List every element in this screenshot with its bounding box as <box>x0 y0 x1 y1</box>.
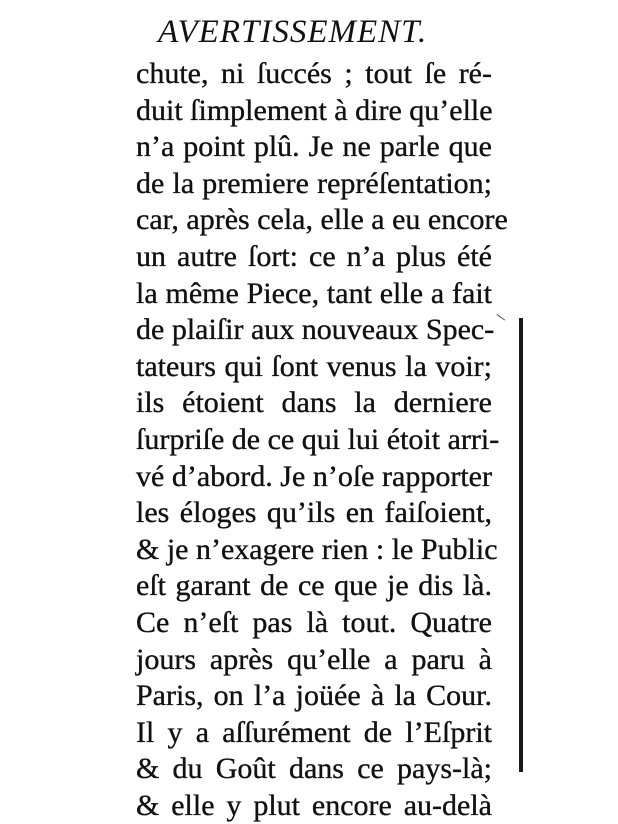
text-line: Il y a aſſurément de l’Eſprit <box>136 715 492 749</box>
text-line: car, après cela, elle a eu encore <box>136 203 508 237</box>
margin-stroke <box>496 314 505 321</box>
text-line: vé d’abord. Je n’oſe rapporter <box>136 459 492 493</box>
text-line: n’a point plû. Je ne parle que <box>136 130 492 164</box>
text-line: de plaiſir aux nouveaux Spec- <box>136 313 495 347</box>
text-line: jours après qu’elle a paru à <box>136 642 492 676</box>
text-line: & je n’exagere rien : le Public <box>136 532 498 566</box>
page-edge-shadow <box>519 318 523 772</box>
text-line: tateurs qui ſont venus la voir; <box>136 349 492 383</box>
body-text <box>136 56 508 824</box>
text-line: la même Piece, tant elle a fait <box>136 276 492 310</box>
text-line: Paris, on l’a joüée à la Cour. <box>136 679 492 713</box>
text-line: de la premiere repréſentation; <box>136 166 492 200</box>
text-line: duit ſimplement à dire qu’elle <box>136 93 493 127</box>
text-line: les éloges qu’ils en faiſoient, <box>136 496 492 530</box>
text-line: un autre ſort: ce n’a plus été <box>136 239 492 273</box>
running-title: AVERTISSEMENT. <box>158 14 428 50</box>
text-line: chute, ni ſuccés ; tout ſe ré- <box>136 57 492 90</box>
text-line: Ce n’eſt pas là tout. Quatre <box>136 605 492 639</box>
corner-speck <box>522 0 530 8</box>
text-line: ſurpriſe de ce qui lui étoit arri- <box>136 422 500 456</box>
text-line: ils étoient dans la derniere <box>136 386 492 420</box>
text-line: & du Goût dans ce pays-là; <box>136 752 492 786</box>
text-line: eſt garant de ce que je dis là. <box>136 569 492 603</box>
text-line: & elle y plut encore au-delà <box>136 788 492 822</box>
